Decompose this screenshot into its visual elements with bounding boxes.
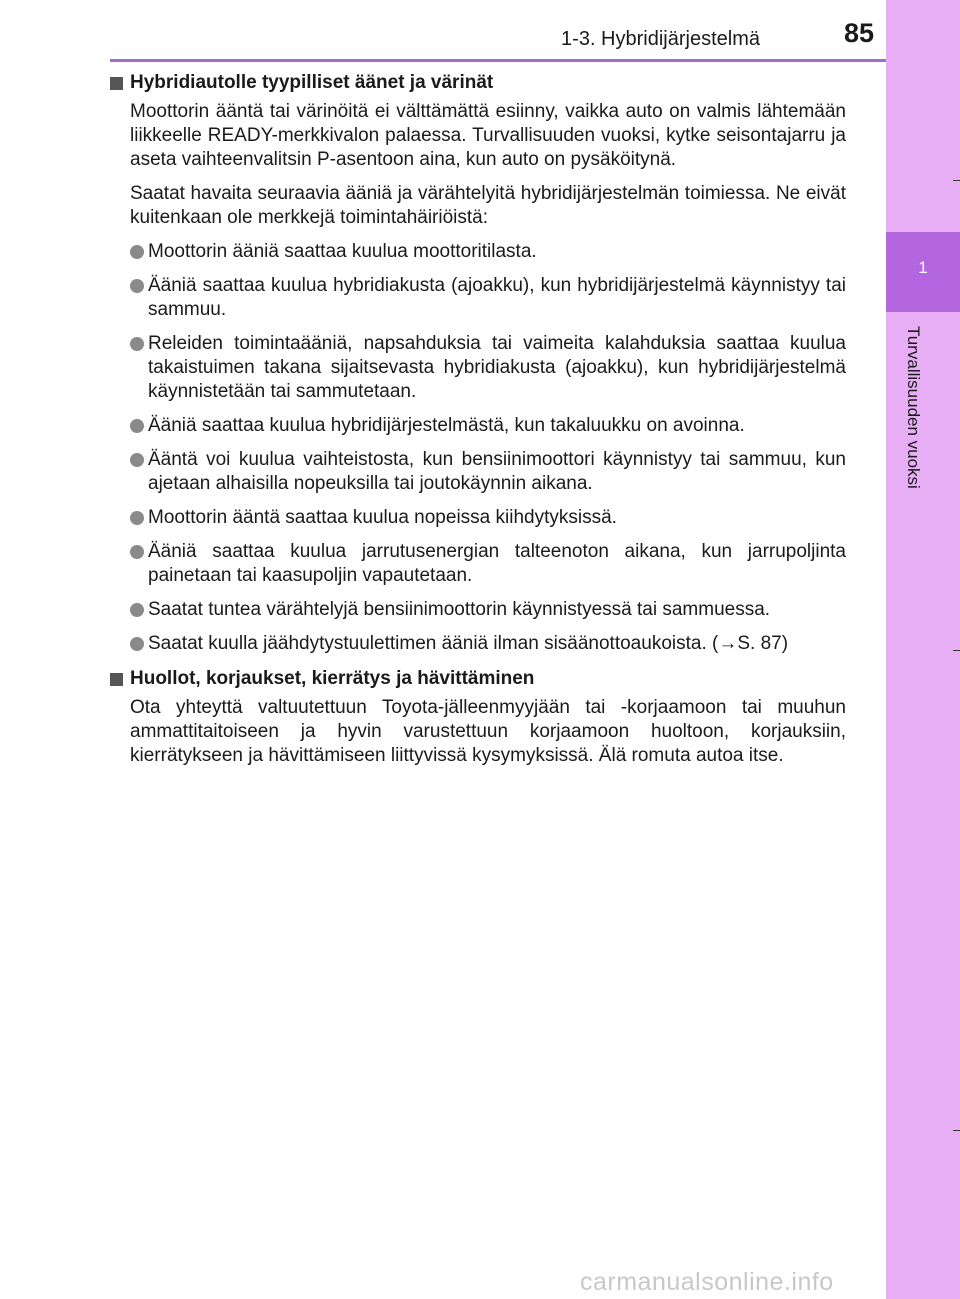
round-bullet-icon (130, 419, 144, 433)
section-heading: Hybridiautolle tyypilliset äänet ja värinät (110, 70, 846, 96)
page-header (0, 0, 886, 62)
round-bullet-icon (130, 545, 144, 559)
list-item: Ääntä voi kuulua vaihteistosta, kun bensiinimoottori käynnistyy tai sammuu, kun ajetaan alhaisilla nopeuksilla tai joutokäynnin aikana. (130, 448, 846, 496)
header-rule (110, 59, 886, 62)
list-item: Releiden toimintaääniä, napsahduksia tai vaimeita kalahduksia saattaa kuulua takaistuimen takana sijaitsevasta hybridiakusta (ajoakku), kun hybridijärjestelmä käynnistetään tai sammutetaan. (130, 332, 846, 404)
section (110, 666, 846, 768)
square-bullet-icon (110, 673, 123, 686)
chapter-title: Turvallisuuden vuoksi (904, 326, 923, 489)
round-bullet-icon (130, 245, 144, 259)
page-content (110, 70, 846, 778)
margin-tick (953, 1130, 960, 1131)
section (110, 70, 846, 656)
list-item: Ääniä saattaa kuulua jarrutusenergian talteenoton aikana, kun jarrupoljinta painetaan tai kaasupoljin vapautetaan. (130, 540, 846, 588)
chapter-sidebar (886, 0, 960, 1299)
chapter-number: 1 (918, 258, 928, 277)
watermark: carmanualsonline.info (580, 1268, 834, 1296)
list-item: Saatat tuntea värähtelyjä bensiinimoottorin käynnistyessä tai sammuessa. (130, 598, 846, 622)
list-item: Ääniä saattaa kuulua hybridiakusta (ajoakku), kun hybridijärjestelmä käynnistyy tai sammuu. (130, 274, 846, 322)
page-number: 85 (843, 18, 874, 48)
margin-tick (953, 180, 960, 181)
list-item: Moottorin ääntä saattaa kuulua nopeissa kiihdytyksissä. (130, 506, 846, 530)
paragraph: Moottorin ääntä tai värinöitä ei välttämättä esiinny, vaikka auto on valmis lähtemään liikkeelle READY-merkkivalon palaessa. Turvallisuuden vuoksi, kytke seisontajarru ja aseta vaihteenvalitsin P-asentoon aina, kun auto on pysäköitynä. (130, 101, 846, 170)
round-bullet-icon (130, 637, 144, 651)
paragraph: Ota yhteyttä valtuutettuun Toyota-jälleenmyyjään tai -korjaamoon tai muuhun ammattitaitoiseen ja hyvin varustettuun korjaamoon huoltoon, korjauksiin, kierrätykseen ja hävittämiseen liittyvissä kysymyksissä. Älä romuta autoa itse. (130, 697, 846, 766)
square-bullet-icon (110, 77, 123, 90)
round-bullet-icon (130, 337, 144, 351)
list-item: Moottorin ääniä saattaa kuulua moottoritilasta. (130, 240, 846, 264)
list-item: Saatat kuulla jäähdytystuulettimen ääniä ilman sisäänottoaukoista. (→S. 87) (130, 632, 846, 656)
section-title: 1-3. Hybridijärjestelmä (561, 28, 760, 50)
section-heading: Huollot, korjaukset, kierrätys ja hävittäminen (110, 666, 846, 692)
round-bullet-icon (130, 279, 144, 293)
list-item: Ääniä saattaa kuulua hybridijärjestelmästä, kun takaluukku on avoinna. (130, 414, 846, 438)
paragraph: Saatat havaita seuraavia ääniä ja värähtelyitä hybridijärjestelmän toimiessa. Ne eivät kuitenkaan ole merkkejä toimintahäiriöistä: (130, 183, 846, 228)
margin-tick (953, 650, 960, 651)
round-bullet-icon (130, 511, 144, 525)
round-bullet-icon (130, 603, 144, 617)
round-bullet-icon (130, 453, 144, 467)
